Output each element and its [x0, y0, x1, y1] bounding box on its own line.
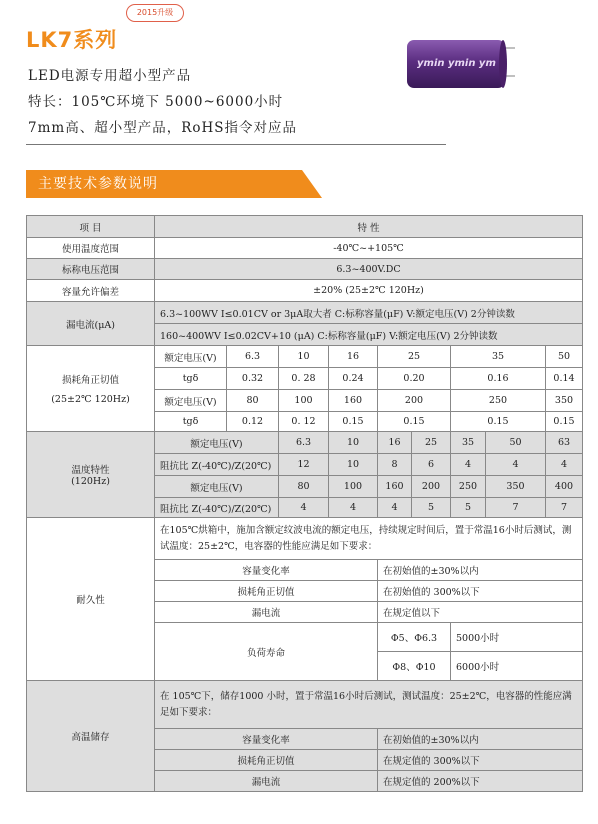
- tc-cell: 400: [546, 476, 583, 498]
- td-cell: 0.15: [451, 412, 546, 432]
- tan-delta-label: [27, 346, 155, 432]
- temp-range-value: -40℃~+105℃: [155, 238, 583, 259]
- tc-cell: 35: [451, 432, 486, 454]
- endurance-item-label: 损耗角正切值: [155, 581, 378, 602]
- tc-cell: 16: [378, 432, 412, 454]
- tc-cell: 100: [329, 476, 378, 498]
- table-row: [27, 302, 583, 324]
- td-cell: 0.20: [378, 368, 451, 390]
- table-header-row: [27, 216, 583, 238]
- header-item: 项 目: [27, 216, 155, 238]
- cap-tolerance-label: 容量允许偏差: [27, 280, 155, 302]
- tc-cell: 4: [378, 498, 412, 518]
- tc-cell: 6: [412, 454, 451, 476]
- table-row: [27, 346, 583, 368]
- voltage-range-value: 6.3~400V.DC: [155, 259, 583, 280]
- td-cell: 80: [227, 390, 279, 412]
- td-cell: 35: [451, 346, 546, 368]
- storage-item-value: 在规定值的 200%以下: [378, 771, 583, 792]
- tc-cell: 50: [486, 432, 546, 454]
- td-cell: 0.12: [227, 412, 279, 432]
- td-cell: 160: [329, 390, 378, 412]
- tan-delta-label-line-2: (25±2℃ 120Hz): [51, 394, 130, 405]
- temp-char-label-line-1: 温度特性: [71, 465, 110, 476]
- load-life-size: Φ8、Φ10: [378, 652, 451, 681]
- temp-char-label: [27, 432, 155, 518]
- capacitor-product-image: [405, 36, 515, 98]
- table-row: [27, 280, 583, 302]
- section-header: [26, 170, 322, 198]
- endurance-item-label: 漏电流: [155, 602, 378, 623]
- td-cell: 16: [329, 346, 378, 368]
- load-life-hours: 5000小时: [451, 623, 583, 652]
- storage-item-label: 损耗角正切值: [155, 750, 378, 771]
- tc-cell: 4: [546, 454, 583, 476]
- tan-delta-label-line-1: 损耗角正切值: [61, 375, 119, 386]
- table-row: [27, 518, 583, 560]
- tc-cell: 5: [451, 498, 486, 518]
- cap-tolerance-value: ±20% (25±2℃ 120Hz): [155, 280, 583, 302]
- tc-cell: 阻抗比 Z(-40℃)/Z(20℃): [155, 498, 279, 518]
- endurance-description: 在105℃烘箱中，施加含额定纹波电流的额定电压，持续规定时间后，置于常温16小时后测试，测试温度：25±2℃，电容器的性能应满足如下要求：: [155, 518, 583, 560]
- tc-cell: 5: [412, 498, 451, 518]
- table-row: [27, 238, 583, 259]
- td-cell: 25: [378, 346, 451, 368]
- table-row: [27, 259, 583, 280]
- td-cell: 0.14: [546, 368, 583, 390]
- table-row: [27, 432, 583, 454]
- td-cell: 0.32: [227, 368, 279, 390]
- temp-char-label-line-2: (120Hz): [71, 476, 110, 487]
- td-cell: 0.15: [546, 412, 583, 432]
- endurance-item-label: 容量变化率: [155, 560, 378, 581]
- storage-item-label: 漏电流: [155, 771, 378, 792]
- td-cell: 250: [451, 390, 546, 412]
- temp-range-label: 使用温度范围: [27, 238, 155, 259]
- tc-cell: 160: [378, 476, 412, 498]
- table-row: [27, 681, 583, 729]
- td-cell: 0.16: [451, 368, 546, 390]
- endurance-item-value: 在规定值以下: [378, 602, 583, 623]
- feature-line-2: 特长：105℃环境下 5000~6000小时: [28, 94, 284, 110]
- td-cell: 10: [279, 346, 329, 368]
- leakage-label: 漏电流(μA): [27, 302, 155, 346]
- tc-cell: 额定电压(V): [155, 432, 279, 454]
- storage-description: 在 105℃下，储存1000 小时，置于常温16小时后测试，测试温度：25±2℃，电容器的性能应满足如下要求：: [155, 681, 583, 729]
- header-characteristics: 特 性: [155, 216, 583, 238]
- tc-cell: 10: [329, 454, 378, 476]
- capacitor-print: ymin ymin ym: [417, 58, 496, 69]
- tc-cell: 4: [279, 498, 329, 518]
- tc-cell: 4: [486, 454, 546, 476]
- td-cell: 额定电压(V): [155, 346, 227, 368]
- td-cell: tgδ: [155, 412, 227, 432]
- feature-line-1: LED电源专用超小型产品: [28, 68, 192, 84]
- endurance-item-value: 在初始值的 300%以下: [378, 581, 583, 602]
- td-cell: 0.24: [329, 368, 378, 390]
- tc-cell: 4: [329, 498, 378, 518]
- tc-cell: 额定电压(V): [155, 476, 279, 498]
- tc-cell: 350: [486, 476, 546, 498]
- tc-cell: 7: [546, 498, 583, 518]
- tc-cell: 6.3: [279, 432, 329, 454]
- tc-cell: 12: [279, 454, 329, 476]
- tc-cell: 10: [329, 432, 378, 454]
- tc-cell: 8: [378, 454, 412, 476]
- leakage-line-2: 160~400WV I≤0.02CV+10 (μA) C:标称容量(μF) V:额定电压(V) 2分钟读数: [155, 324, 583, 346]
- td-cell: 100: [279, 390, 329, 412]
- load-life-label: 负荷寿命: [155, 623, 378, 681]
- endurance-label: 耐久性: [27, 518, 155, 681]
- td-cell: 0. 28: [279, 368, 329, 390]
- storage-item-label: 容量变化率: [155, 729, 378, 750]
- td-cell: 0.15: [329, 412, 378, 432]
- load-life-hours: 6000小时: [451, 652, 583, 681]
- td-cell: 额定电压(V): [155, 390, 227, 412]
- tc-cell: 200: [412, 476, 451, 498]
- td-cell: tgδ: [155, 368, 227, 390]
- storage-item-value: 在规定值的 300%以下: [378, 750, 583, 771]
- section-title: 主要技术参数说明: [38, 176, 158, 192]
- td-cell: 6.3: [227, 346, 279, 368]
- td-cell: 50: [546, 346, 583, 368]
- tc-cell: 250: [451, 476, 486, 498]
- spec-table: [26, 215, 583, 792]
- tc-cell: 4: [451, 454, 486, 476]
- tc-cell: 7: [486, 498, 546, 518]
- td-cell: 350: [546, 390, 583, 412]
- tc-cell: 阻抗比 Z(-40℃)/Z(20℃): [155, 454, 279, 476]
- leakage-line-1: 6.3~100WV I≤0.01CV or 3μA取大者 C:标称容量(μF) V:额定电压(V) 2分钟读数: [155, 302, 583, 324]
- voltage-range-label: 标称电压范围: [27, 259, 155, 280]
- feature-line-3: 7mm高、超小型产品，RoHS指令对应品: [28, 120, 298, 136]
- tc-cell: 25: [412, 432, 451, 454]
- td-cell: 200: [378, 390, 451, 412]
- storage-label: 高温储存: [27, 681, 155, 792]
- tc-cell: 80: [279, 476, 329, 498]
- divider-line: [26, 144, 446, 145]
- endurance-item-value: 在初始值的±30%以内: [378, 560, 583, 581]
- product-series-title: LK7系列: [26, 28, 118, 52]
- capacitor-end: [499, 40, 507, 88]
- tc-cell: 63: [546, 432, 583, 454]
- load-life-size: Φ5、Φ6.3: [378, 623, 451, 652]
- td-cell: 0.15: [378, 412, 451, 432]
- upgrade-badge: 2015升级: [126, 4, 184, 22]
- td-cell: 0. 12: [279, 412, 329, 432]
- storage-item-value: 在初始值的±30%以内: [378, 729, 583, 750]
